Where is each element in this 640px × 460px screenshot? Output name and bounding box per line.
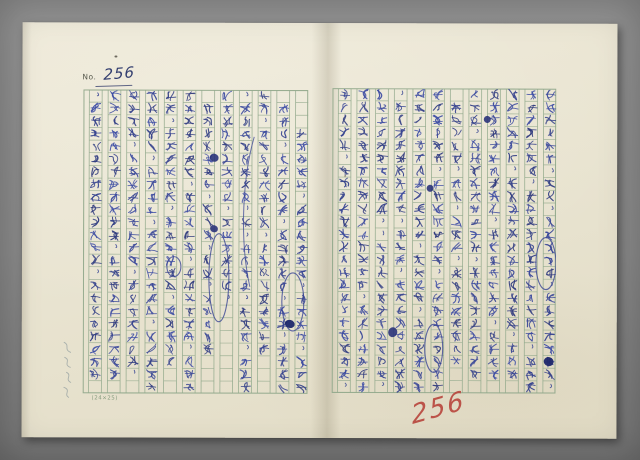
- manuscript-page: [332, 88, 557, 394]
- manuscript-page: [83, 89, 309, 394]
- handwritten-column: [395, 91, 407, 392]
- handwritten-column: [488, 90, 500, 379]
- page-number-red: 256: [410, 385, 467, 432]
- manuscript-grid-right: [332, 88, 557, 394]
- page-number-underline: [95, 85, 132, 87]
- ink-blot: [543, 356, 555, 367]
- manuscript-grid-left: [83, 89, 309, 394]
- handwritten-column: [146, 92, 158, 391]
- struck-character: [387, 326, 399, 338]
- handwritten-column: [109, 91, 121, 379]
- handwritten-column: [296, 129, 308, 392]
- paper-speck: [114, 55, 117, 57]
- grid-column: [295, 91, 308, 394]
- handwritten-column: [184, 92, 196, 390]
- struck-character: [483, 115, 492, 124]
- margin-note-marks: [61, 339, 75, 403]
- manuscript-sheet: [21, 22, 617, 439]
- handwritten-column: [470, 90, 482, 378]
- handwritten-column: [127, 90, 139, 373]
- ink-blot: [284, 319, 296, 329]
- handwritten-column: [339, 90, 351, 387]
- handwritten-column: [259, 92, 270, 354]
- handwritten-column: [277, 105, 289, 393]
- handwritten-column: [90, 93, 102, 379]
- page-number-header: [82, 63, 136, 84]
- grid-size-label: (24×25): [91, 395, 118, 402]
- paper-speck: [344, 175, 346, 177]
- editorial-circle: [536, 238, 556, 290]
- struck-character: [426, 184, 435, 193]
- no-label: No.: [82, 72, 97, 82]
- handwritten-column: [507, 89, 519, 378]
- handwritten-column: [376, 90, 388, 386]
- editorial-circle: [209, 234, 229, 322]
- page-number-ink: 256: [103, 63, 136, 84]
- handwritten-column: [451, 103, 462, 364]
- handwritten-column: [165, 91, 177, 365]
